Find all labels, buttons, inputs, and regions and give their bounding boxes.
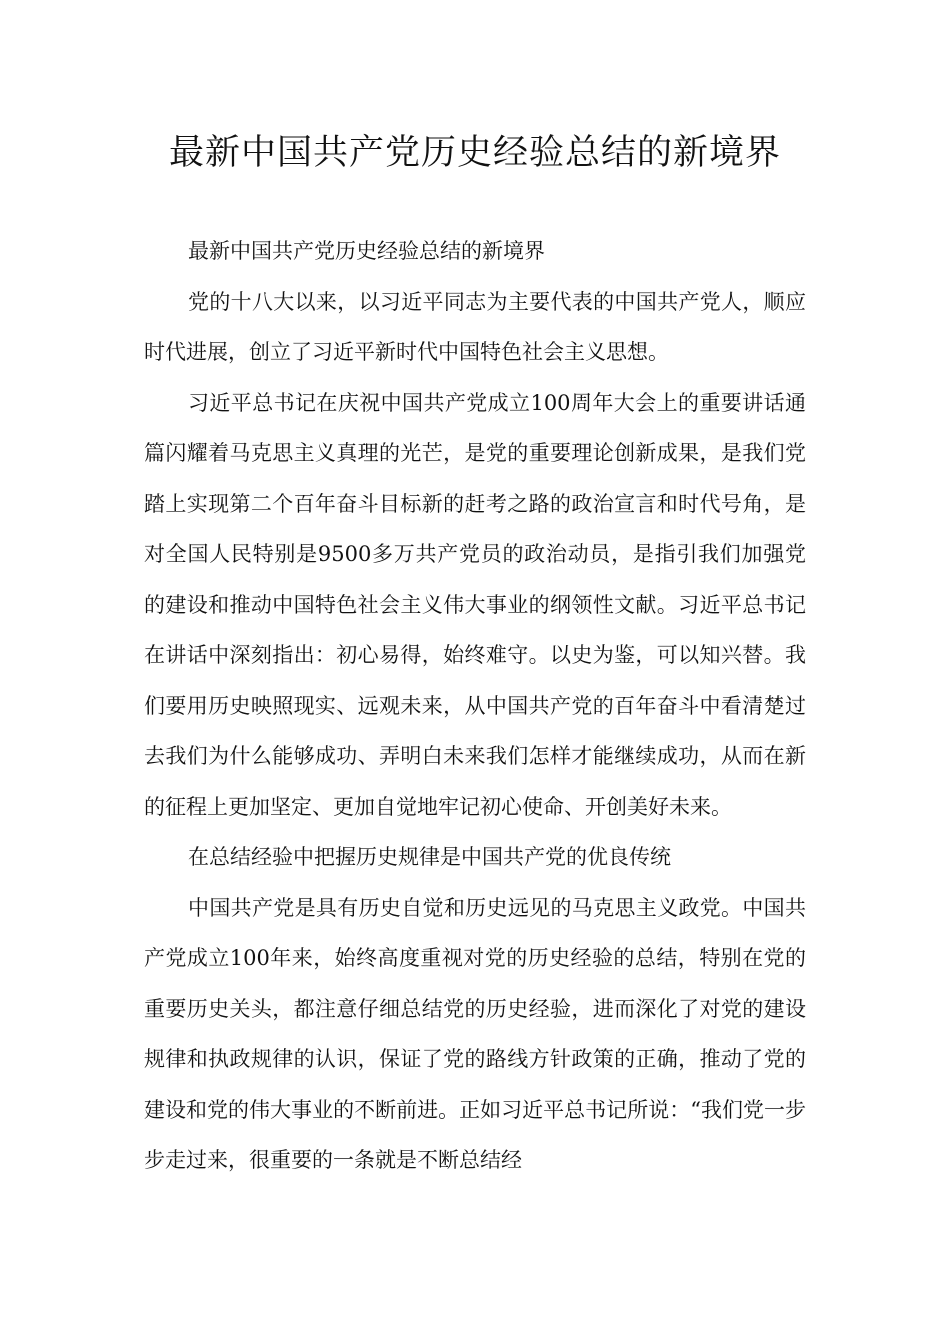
paragraph-speech: 习近平总书记在庆祝中国共产党成立100周年大会上的重要讲话通篇闪耀着马克思主义真理的光芒，是党的重要理论创新成果，是我们党踏上实现第二个百年奋斗目标新的赶考之路的政治宣言和时代号角，是对全国人民特别是9500多万共产党员的政治动员，是指引我们加强党的建设和推动中国特色社会主义伟大事业的纲领性文献。习近平总书记在讲话中深刻指出：初心易得，始终难守。以史为鉴，可以知兴替。我们要用历史映照现实、远观未来，从中国共产党的百年奋斗中看清楚过去我们为什么能够成功、弄明白未来我们怎样才能继续成功，从而在新的征程上更加坚定、更加自觉地牢记初心使命、开创美好未来。: [144, 390, 806, 819]
section-heading: 在总结经验中把握历史规律是中国共产党的优良传统: [188, 845, 671, 869]
document-title: 最新中国共产党历史经验总结的新境界: [168, 133, 781, 173]
paragraph-intro: 党的十八大以来，以习近平同志为主要代表的中国共产党人，顺应时代进展，创立了习近平新时代中国特色社会主义思想。: [144, 289, 806, 364]
paragraph-history: 中国共产党是具有历史自觉和历史远见的马克思主义政党。中国共产党成立100年来，始终高度重视对党的历史经验的总结，特别在党的重要历史关头，都注意仔细总结党的历史经验，进而深化了对党的建设规律和执政规律的认识，保证了党的路线方针政策的正确，推动了党的建设和党的伟大事业的不断前进。正如习近平总书记所说：“我们党一步步走过来，很重要的一条就是不断总结经: [144, 895, 806, 1172]
document-body: [144, 226, 806, 1186]
paragraph-subtitle: 最新中国共产党历史经验总结的新境界: [188, 239, 545, 263]
